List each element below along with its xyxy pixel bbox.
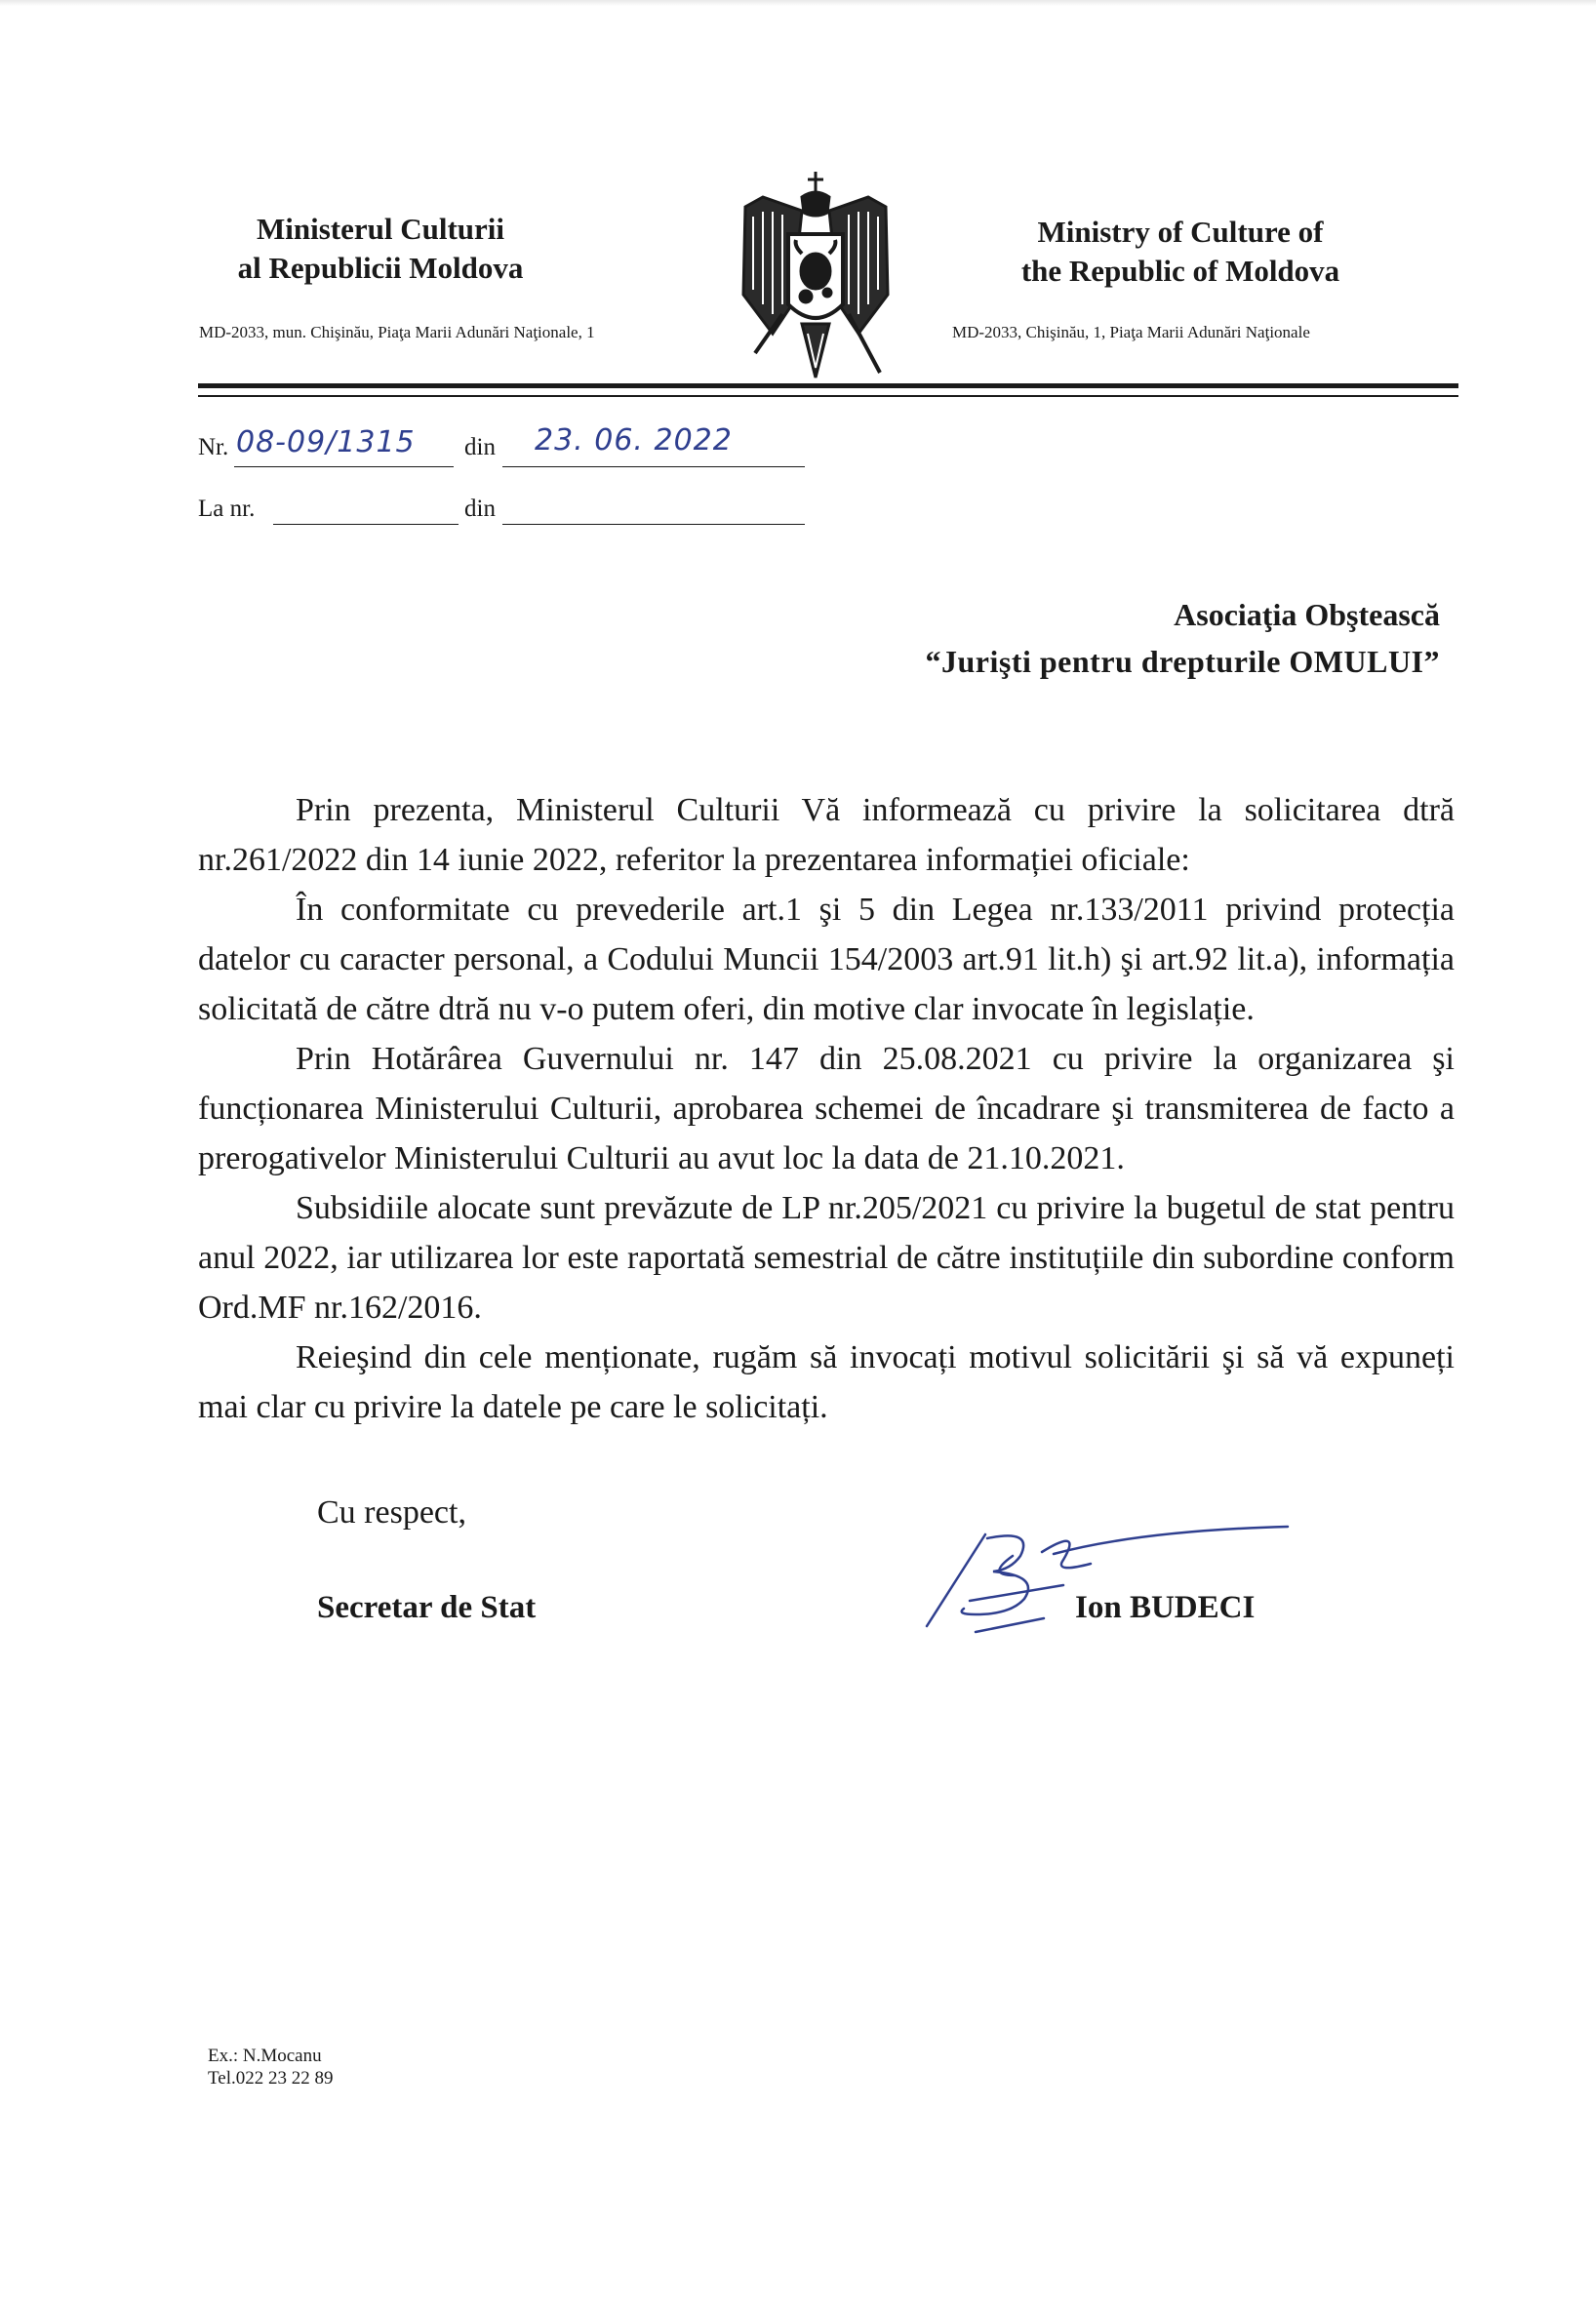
ministry-address-en: MD-2033, Chişinău, 1, Piaţa Marii Adunări Naţionale	[952, 323, 1310, 341]
ministry-name-ro-line1: Ministerul Culturii	[256, 212, 505, 246]
ref-nr-label: Nr.	[198, 434, 229, 460]
ministry-address-ro: MD-2033, mun. Chişinău, Piaţa Marii Adunări Naţionale, 1	[199, 323, 595, 341]
body-paragraph: Prin Hotărârea Guvernului nr. 147 din 25.08.2021 cu privire la organizarea şi funcționarea Ministerului Culturii, aprobarea schemei de încadrare şi transmiterea de facto a prerogativelor Ministerului Culturii au avut loc la data de 21.10.2021.	[198, 1041, 1455, 1176]
executor-phone: Tel.022 23 22 89	[208, 2068, 334, 2089]
addressee-line2: “Jurişti pentru drepturile OMULUI”	[925, 644, 1440, 679]
ministry-name-en	[985, 213, 1376, 291]
ministry-name-ro-line2: al Republicii Moldova	[237, 251, 524, 285]
ministry-name-en-line1: Ministry of Culture of	[1037, 215, 1324, 249]
letter-body	[198, 785, 1455, 1432]
addressee-line1: Asociaţia Obştească	[1174, 597, 1440, 632]
ministry-name-ro	[185, 210, 576, 288]
body-paragraph: Prin prezenta, Ministerul Culturii Vă informează cu privire la solicitarea dtră nr.261/2022 din 14 iunie 2022, referitor la prezentarea informației oficiale:	[198, 792, 1455, 878]
ref-la-nr-label: La nr.	[198, 496, 256, 522]
ref-la-din-label: din	[464, 496, 496, 522]
ref-din-value: 23. 06. 2022	[535, 423, 733, 458]
body-paragraph: Reieşind din cele menționate, rugăm să invocați motivul solicitării şi să vă expuneți mai clar cu privire la datele pe care le solicitați.	[198, 1339, 1455, 1425]
signatory-name: Ion BUDECI	[1075, 1590, 1256, 1625]
signatory-role: Secretar de Stat	[317, 1590, 537, 1625]
body-paragraph: În conformitate cu prevederile art.1 şi 5 din Legea nr.133/2011 privind protecția datelor cu caracter personal, a Codului Muncii 154/2003 art.91 lit.h) şi art.92 lit.a), informația solicitată de către dtră nu v-o putem oferi, din motive clar invocate în legislație.	[198, 892, 1455, 1027]
ministry-name-en-line2: the Republic of Moldova	[1020, 254, 1340, 288]
ref-la-nr-line	[273, 524, 459, 525]
ref-nr-value: 08-09/1315	[236, 425, 416, 459]
executor-name: Ex.: N.Mocanu	[208, 2046, 322, 2066]
header-rule-thick	[198, 383, 1458, 388]
coat-of-arms-moldova-icon	[734, 168, 898, 384]
body-paragraph: Subsidiile alocate sunt prevăzute de LP nr.205/2021 cu privire la bugetul de stat pentru anul 2022, iar utilizarea lor este raportată semestrial de către instituțiile din subordine conform Ord.MF nr.162/2016.	[198, 1190, 1455, 1326]
closing-phrase: Cu respect,	[317, 1494, 466, 1531]
ref-la-din-line	[502, 524, 805, 525]
ref-nr-line	[234, 466, 454, 467]
ref-din-label: din	[464, 434, 496, 460]
header-rule-thin	[198, 395, 1458, 397]
scan-edge	[0, 0, 1596, 6]
ref-din-line	[502, 466, 805, 467]
